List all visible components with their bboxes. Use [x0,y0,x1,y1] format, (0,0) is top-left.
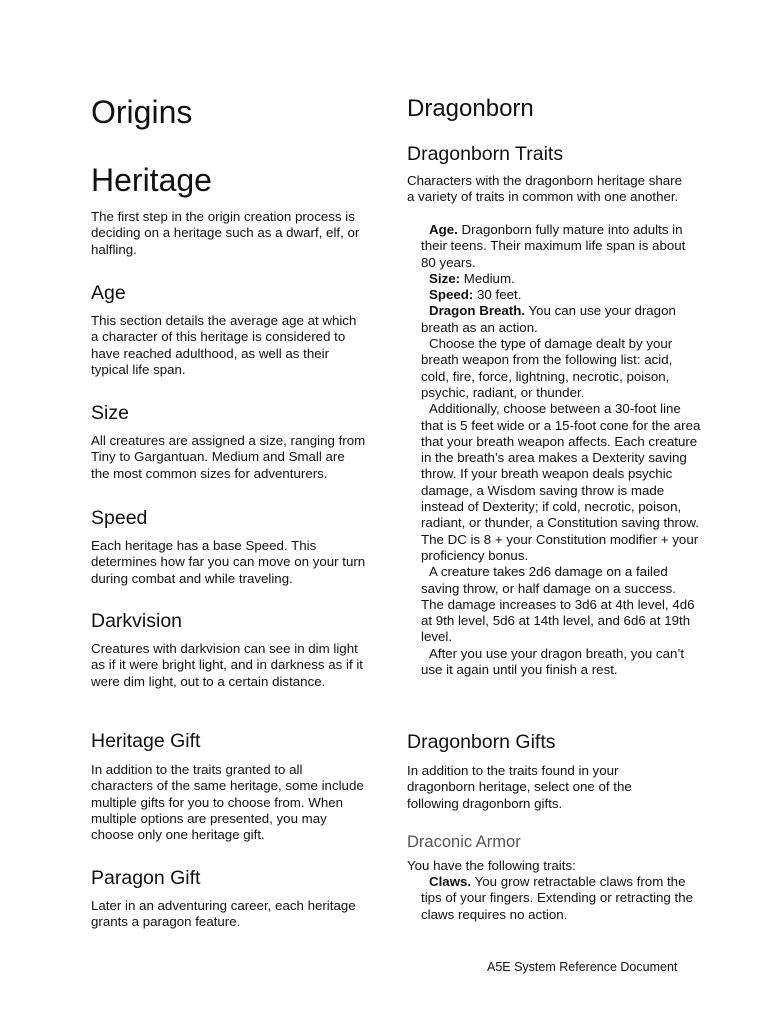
traits-list [407,222,701,678]
traits-heading: Dragonborn Traits [407,143,564,165]
breath-damage-type: Choose the type of damage dealt by your breath weapon from the following list: acid, cold, fire, force, lightning, necrotic, poison, psychic, radiant, or thunder. [421,336,673,400]
draconic-armor-heading: Draconic Armor [407,833,521,851]
trait-size: Size: Medium. [429,270,515,286]
section-text-darkvision: Creatures with darkvision can see in dim light as if it were bright light, and in darkness as if it were dim light, out to a certain distance. [91,641,363,689]
gifts-heading: Dragonborn Gifts [407,731,556,753]
gifts-intro: In addition to the traits found in your dragonborn heritage, select one of the following dragonborn gifts. [407,763,632,811]
trait-speed: Speed: 30 feet. [429,287,522,303]
section-text-age: This section details the average age at which a character of this heritage is considered to have reached adulthood, as well as their typical life span. [91,313,357,377]
section-heading-size: Size [91,402,129,424]
section-heading-speed: Speed [91,507,148,529]
section-heading-heritage-gift: Heritage Gift [91,730,201,752]
section-text-size: All creatures are assigned a size, ranging from Tiny to Gargantuan. Medium and Small are the most common sizes for adventurers. [91,433,366,481]
breath-recharge: After you use your dragon breath, you can’t use it again until you finish a rest. [421,645,685,678]
section-text-heritage-gift: In addition to the traits granted to all characters of the same heritage, some include multiple gifts for you to choose from. When multiple options are presented, you may choose only one heritage gift. [91,762,364,843]
section-heading-paragon-gift: Paragon Gift [91,867,201,889]
breath-damage: A creature takes 2d6 damage on a failed saving throw, or half damage on a success. The damage increases to 3d6 at 4th level, 4d6 at 9th level, 5d6 at 14th level, and 6d6 at 19th level. [421,564,695,645]
draconic-armor-intro: You have the following traits: [407,858,576,873]
draconic-armor-traits [407,874,701,923]
heritage-title: Heritage [91,162,212,198]
traits-intro: Characters with the dragonborn heritage share a variety of traits in common with one another. [407,173,682,205]
trait-age: Age. Dragonborn fully mature into adults in their teens. Their maximum life span is about 80 years. [421,222,686,270]
trait-dragon-breath: Dragon Breath. You can use your dragon breath as an action. [421,303,676,335]
page-title: Origins [91,94,193,130]
dragonborn-title: Dragonborn [407,95,534,122]
heritage-intro: The first step in the origin creation process is deciding on a heritage such as a dwarf, elf, or halfling. [91,209,360,257]
section-text-paragon-gift: Later in an adventuring career, each heritage grants a paragon feature. [91,898,356,930]
section-heading-age: Age [91,282,126,304]
section-heading-darkvision: Darkvision [91,610,183,632]
page-footer: A5E System Reference Document [487,960,678,974]
breath-area: Additionally, choose between a 30-foot line that is 5 feet wide or a 15-foot cone for the area that your breath weapon affects. Each creature in the breath’s area makes a Dexterity saving throw. If your breath weapon deals psychic damage, a Wisdom saving throw is made instead of Dexterity; if cold, necrotic, poison, radiant, or thunder, a Constitution saving throw. The DC is 8 + your Constitution modifier + your proficiency bonus. [421,401,701,563]
trait-claws: Claws. You grow retractable claws from the tips of your fingers. Extending or retracting the claws requires no action. [421,874,693,922]
section-text-speed: Each heritage has a base Speed. This determines how far you can move on your turn during combat and while traveling. [91,538,366,586]
